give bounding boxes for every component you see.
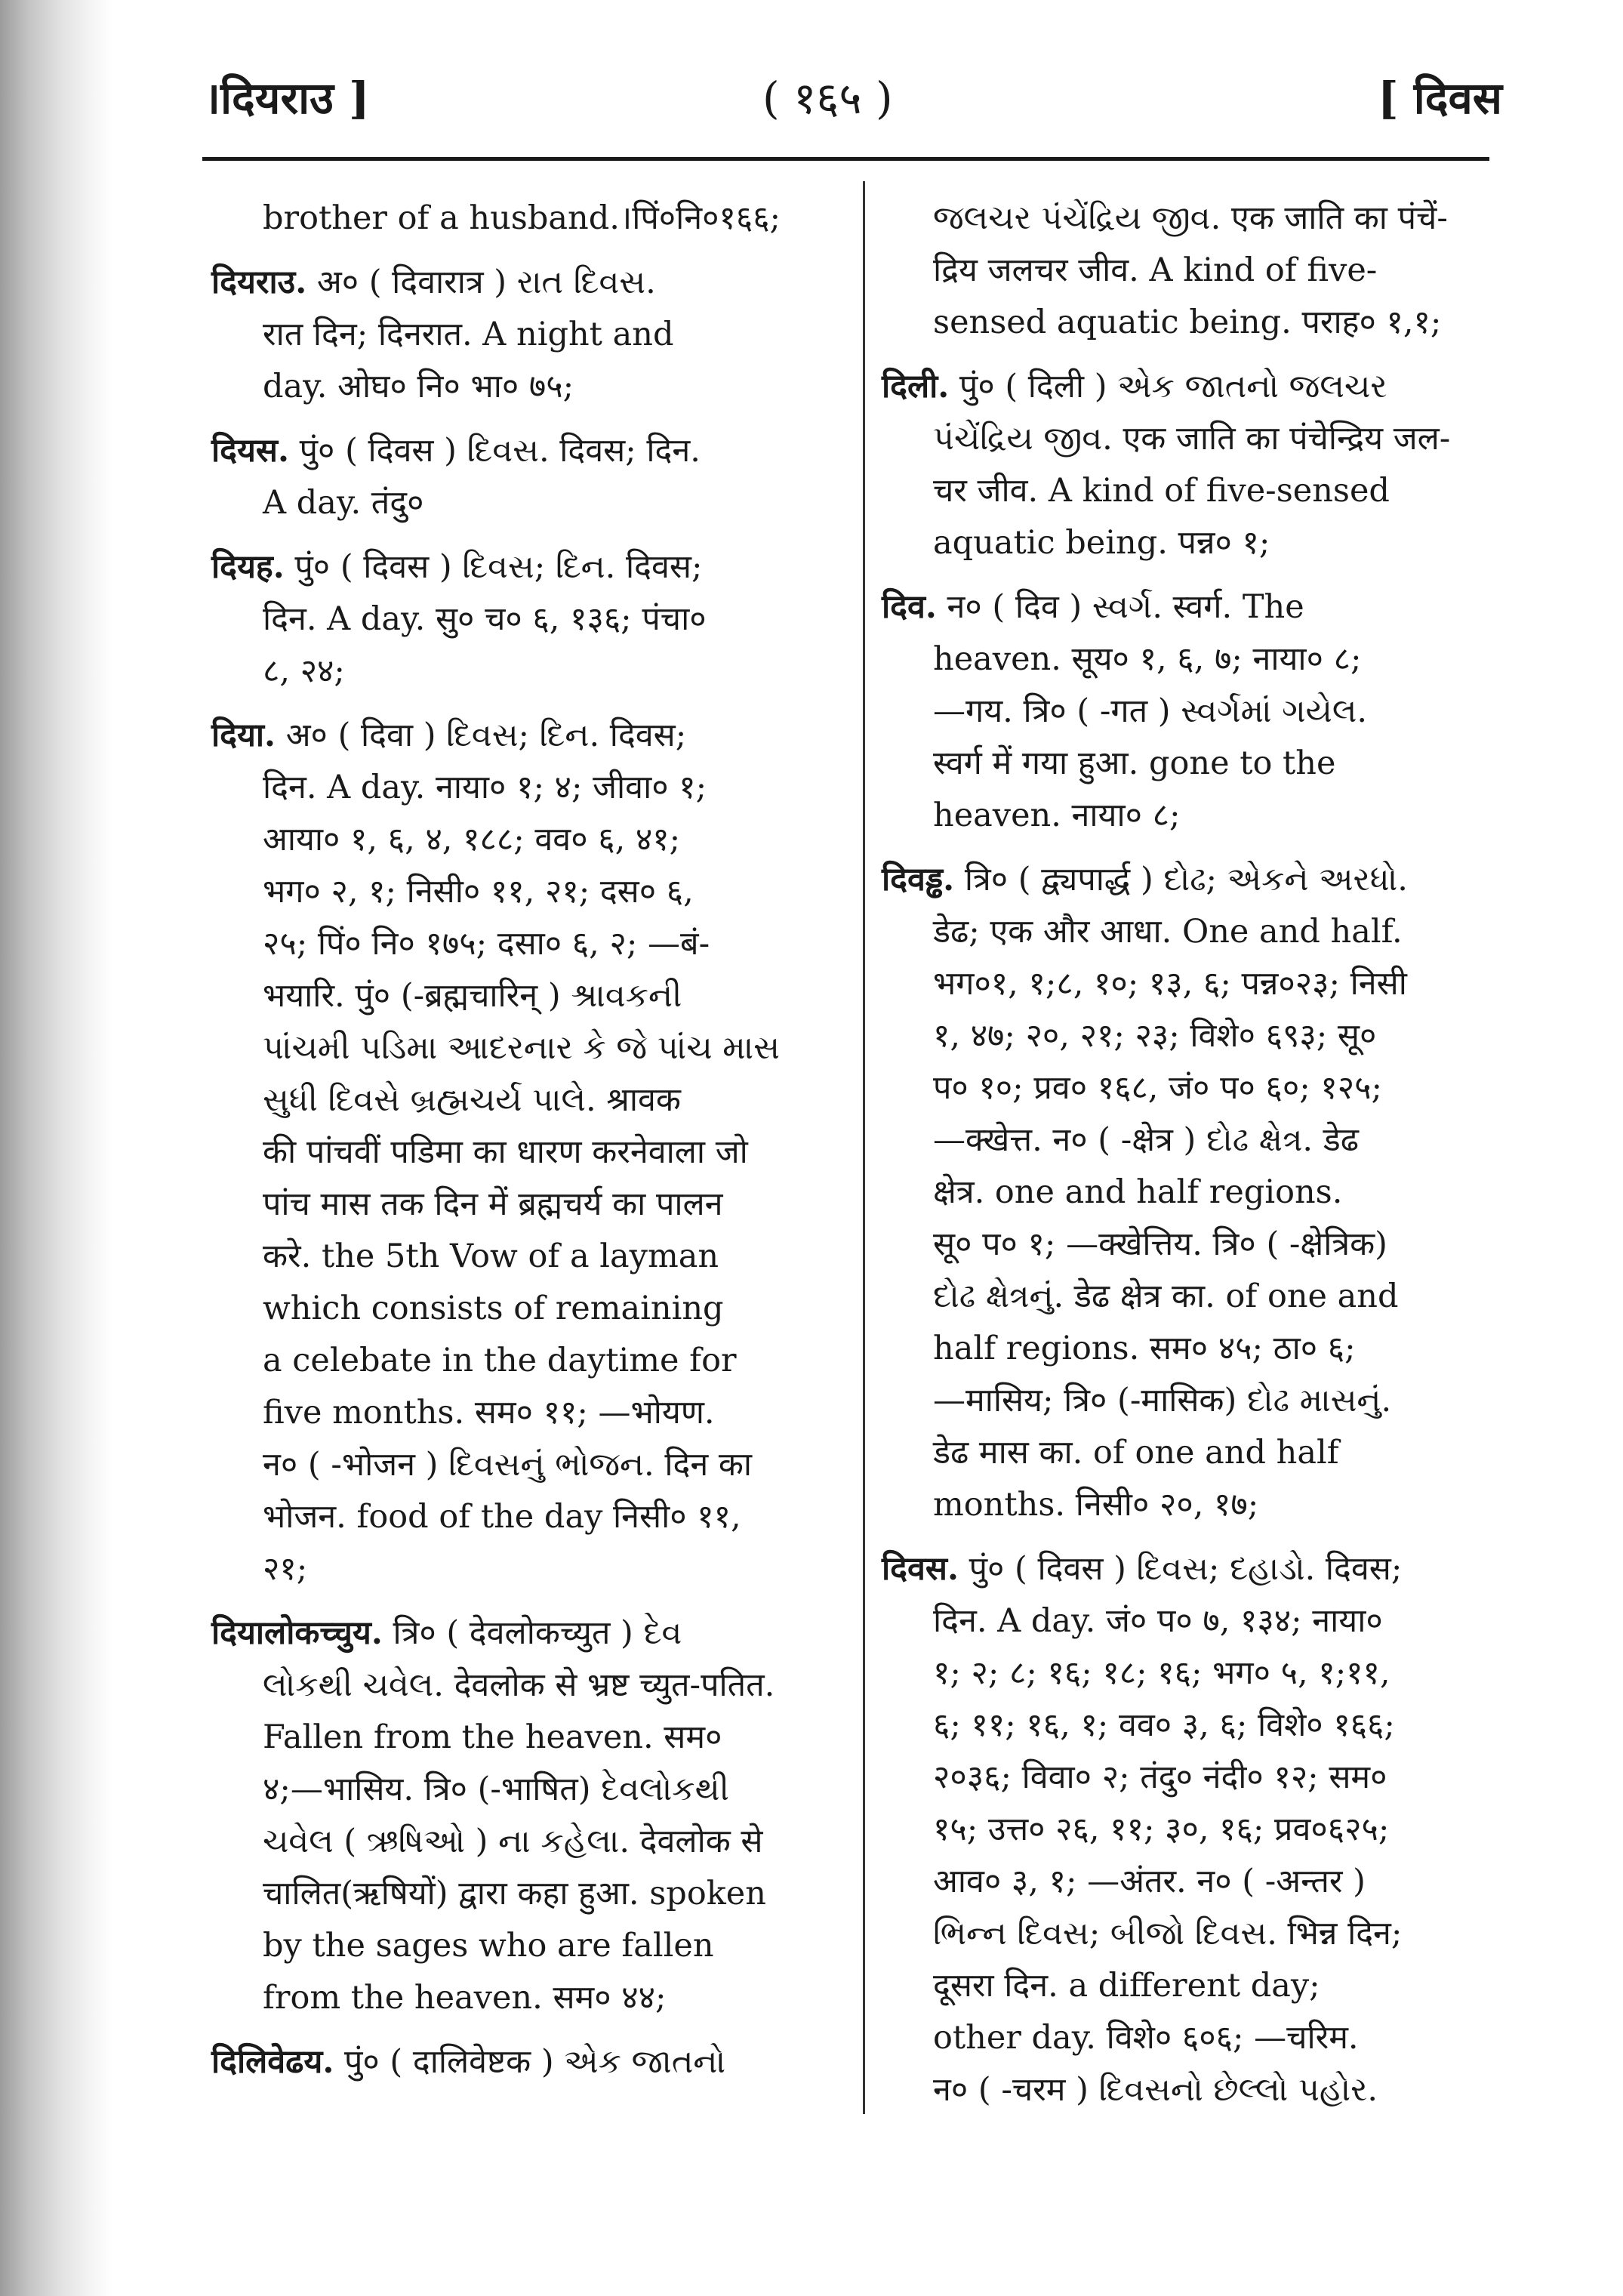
entry-line	[211, 425, 838, 477]
entry-line	[211, 477, 838, 529]
entry-line	[211, 1972, 838, 2024]
entry-text: which consists of remaining	[263, 1290, 724, 1327]
entry-line	[211, 918, 838, 970]
entry-text: heaven. नाया० ८;	[933, 797, 1181, 834]
left-column	[211, 193, 838, 2088]
column-divider	[863, 181, 865, 2114]
entry-line	[211, 1712, 838, 1764]
dictionary-entry	[882, 854, 1497, 1531]
entry-line	[211, 1816, 838, 1868]
entry-text: months. निसी० २०, १७;	[933, 1486, 1259, 1524]
entry-line	[882, 1114, 1497, 1166]
entry-text: अ० ( दिवारात्र ) રાત દિવસ.	[306, 264, 656, 301]
entry-line	[211, 1439, 838, 1491]
entry-line	[882, 517, 1497, 569]
entry-text: Fallen from the heaven. सम०	[263, 1718, 722, 1756]
entry-text: १; २; ८; १६; १८; १६; भग० ५, १;११,	[933, 1654, 1390, 1692]
entry-text: डेढ मास का. of one and half	[933, 1434, 1339, 1472]
entry-text: प० १०; प्रव० १६८, जं० प० ६०; १२५;	[933, 1069, 1382, 1107]
entry-text: સુધી દિવસે બ્રહ્મચર્ય પાલે. श्रावक	[263, 1081, 681, 1119]
entry-line	[882, 193, 1497, 245]
entry-headword: दिवड्ढ.	[882, 861, 955, 898]
entry-line	[882, 297, 1497, 349]
entry-text: त्रि० ( द्व्यपार्द्ध ) દોઢ; એકને અરધો.	[954, 861, 1408, 898]
entry-text: a celebate in the daytime for	[263, 1342, 737, 1379]
entry-text: ८, २४;	[263, 652, 345, 690]
entry-text: भोजन. food of the day निसी० ११,	[263, 1498, 741, 1536]
entry-text: भयारि. पुं० (-ब्रह्मचारिन् ) શ્રાવકની	[263, 977, 682, 1015]
entry-line	[211, 309, 838, 361]
entry-line	[211, 866, 838, 918]
entry-text: आव० ३, १; —अंतर. न० ( -अन्तर )	[933, 1863, 1366, 1900]
entry-line	[882, 958, 1497, 1010]
scanned-page-edge	[0, 0, 113, 2296]
entry-text: sensed aquatic being. पराह० १,१;	[933, 304, 1442, 341]
entry-headword: दिवस.	[882, 1550, 959, 1588]
entry-headword: दियह.	[211, 548, 285, 586]
entry-line	[882, 2012, 1497, 2064]
dictionary-entry	[211, 2036, 838, 2088]
entry-text: पुं० ( दिवस ) દિવસ. दिवस; दिन.	[288, 432, 701, 470]
entry-text: २०३६; विवा० २; तंदु० नंदी० १२; सम०	[933, 1758, 1387, 1796]
entry-headword: दिली.	[882, 368, 950, 405]
entry-text: न० ( -चरम ) દિવસનો છેલ્લો પહોર.	[933, 2071, 1378, 2109]
entry-text: —गय. त्रि० ( -गत ) સ્વર્ગમાં ગયેલ.	[933, 692, 1368, 730]
entry-text: दिन. A day. जं० प० ७, १३४; नाया०	[933, 1602, 1383, 1640]
entry-text: पुं० ( दिली ) એક જાતનો જલચર	[949, 368, 1387, 405]
entry-text: आया० १, ६, ४, १८८; वव० ६, ४१;	[263, 821, 681, 858]
entry-line	[882, 790, 1497, 842]
entry-text: चालित(ऋषियों) द्वारा कहा हुआ. spoken	[263, 1875, 766, 1912]
entry-line	[211, 710, 838, 762]
entry-text: —क्खेत्त. न० ( -क्षेत्र ) દોઢ ક્ષેત્ર. डेढ	[933, 1121, 1359, 1159]
entry-line	[882, 581, 1497, 633]
entry-headword: दियराउ.	[211, 264, 307, 301]
entry-line	[211, 970, 838, 1022]
entry-text: न० ( -भोजन ) દિવસનું ભોજન. दिन का	[263, 1446, 753, 1484]
entry-line	[211, 193, 838, 245]
dictionary-entry	[211, 1607, 838, 2024]
entry-text: २५; पिं० नि० १७५; दसा० ६, २; —बं-	[263, 925, 710, 963]
entry-line	[882, 1427, 1497, 1479]
entry-text: स्वर्ग में गया हुआ. gone to the	[933, 744, 1336, 782]
dictionary-entry	[211, 257, 838, 413]
entry-text: पुं० ( दिवस ) દિવસ; દિન. दिवस;	[284, 548, 703, 586]
header-right-headword: [ दिवस	[1378, 72, 1502, 124]
entry-line	[882, 1543, 1497, 1595]
entry-text: न० ( दिव ) સ્વર્ગ. स्वर्ग. The	[936, 588, 1304, 626]
entry-line	[882, 1647, 1497, 1700]
entry-text: भग० २, १; निसी० ११, २१; दस० ६,	[263, 873, 694, 911]
entry-line	[882, 906, 1497, 958]
entry-line	[211, 814, 838, 866]
entry-line	[882, 2064, 1497, 2116]
entry-line	[211, 1231, 838, 1283]
page-header	[204, 66, 1502, 134]
entry-text: रात दिन; दिनरात. A night and	[263, 316, 674, 353]
entry-line	[882, 1271, 1497, 1323]
dictionary-entry	[211, 193, 838, 245]
dictionary-entry	[882, 361, 1497, 569]
entry-text: heaven. सूय० १, ६, ७; नाया० ८;	[933, 640, 1362, 678]
entry-text: पुं० ( दालिवेष्टक ) એક જાતનો	[334, 2043, 726, 2081]
entry-line	[882, 1804, 1497, 1856]
entry-text: —मासिय; त्रि० (-मासिक) દોઢ માસનું.	[933, 1382, 1392, 1419]
dictionary-entry	[211, 541, 838, 698]
entry-text: सू० प० १; —क्खेत्तिय. त्रि० ( -क्षेत्रिक)	[933, 1225, 1387, 1263]
entry-text: day. ओघ० नि० भा० ७५;	[263, 368, 574, 405]
entry-line	[211, 1920, 838, 1972]
entry-line	[882, 686, 1497, 738]
entry-text: डेढ; एक और आधा. One and half.	[933, 913, 1403, 951]
entry-line	[882, 361, 1497, 413]
entry-text: १, ४७; २०, २१; २३; विशे० ६९३; सू०	[933, 1017, 1377, 1055]
entry-headword: दियस.	[211, 432, 289, 470]
entry-text: की पांचवीं पडिमा का धारण करनेवाला जो	[263, 1133, 748, 1171]
entry-line	[211, 361, 838, 413]
entry-line	[882, 1908, 1497, 1960]
entry-line	[882, 1323, 1497, 1375]
dictionary-entry	[211, 425, 838, 529]
entry-line	[211, 541, 838, 593]
entry-text: ભિન્ન દિવસ; બીજો દિવસ. भिन्न दिन;	[933, 1915, 1403, 1952]
entry-text: A day. तंदु०	[263, 484, 424, 522]
dictionary-entry	[882, 581, 1497, 842]
entry-line	[211, 762, 838, 814]
entry-line	[211, 1022, 838, 1074]
header-left-headword: ।दियराउ ]	[204, 72, 370, 124]
entry-line	[882, 465, 1497, 517]
entry-headword: दियालोकच्चुय.	[211, 1614, 383, 1652]
entry-line	[211, 1764, 838, 1816]
entry-text: १५; उत्त० २६, ११; ३०, १६; प्रव०६२५;	[933, 1811, 1390, 1848]
entry-line	[211, 1074, 838, 1126]
entry-text: ચવેલ ( ઋષિઓ ) ના કહેલા. देवलोक से	[263, 1823, 763, 1860]
entry-text: क्षेत्र. one and half regions.	[933, 1173, 1343, 1211]
entry-text: दिन. A day. नाया० १; ४; जीवा० १;	[263, 769, 707, 806]
entry-line	[882, 1375, 1497, 1427]
entry-line	[211, 1543, 838, 1595]
entry-headword: दिलिवेढय.	[211, 2043, 334, 2081]
entry-text: દોઢ ક્ષેત્રનું. डेढ क्षेत्र का. of one and	[933, 1277, 1399, 1315]
entry-text: ६; ११; १६, १; वव० ३, ६; विशे० १६६;	[933, 1706, 1395, 1744]
entry-line	[211, 1126, 838, 1179]
entry-line	[882, 413, 1497, 465]
right-column	[882, 193, 1497, 2116]
entry-text: પંચેંદ્રિય જીવ. एक जाति का पंचेन्द्रिय जल-	[933, 420, 1451, 458]
entry-line	[211, 1179, 838, 1231]
entry-text: त्रि० ( देवलोकच्युत ) દેવ	[382, 1614, 682, 1652]
entry-line	[211, 1491, 838, 1543]
entry-text: पुं० ( दिवस ) દિવસ; દહાડો. दिवस;	[958, 1550, 1403, 1588]
entry-text: પાંચમી પડિમા આદરનાર કે જે પાંચ માસ	[263, 1029, 780, 1067]
entry-line	[882, 1479, 1497, 1531]
entry-line	[882, 854, 1497, 906]
entry-text: જલચર પંચેંદ્રિય જીવ. एक जाति का पंचें-	[933, 199, 1448, 237]
entry-text: five months. सम० ११; —भोयण.	[263, 1394, 715, 1432]
dictionary-entry	[882, 193, 1497, 349]
entry-headword: दिया.	[211, 717, 276, 754]
entry-line	[882, 1960, 1497, 2012]
page-number: ( १६५ )	[762, 72, 893, 124]
entry-text: half regions. सम० ४५; ठा० ६;	[933, 1330, 1356, 1367]
entry-line	[211, 257, 838, 309]
entry-line	[211, 646, 838, 698]
entry-line	[882, 1856, 1497, 1908]
entry-line	[882, 1062, 1497, 1114]
entry-line	[882, 1752, 1497, 1804]
entry-line	[211, 2036, 838, 2088]
entry-text: લોકથી ચવેલ. देवलोक से भ्रष्ट च्युत-पतित.	[263, 1666, 775, 1704]
entry-line	[211, 1387, 838, 1439]
entry-text: अ० ( दिवा ) દિવસ; દિન. दिवस;	[276, 717, 687, 754]
entry-line	[882, 738, 1497, 790]
entry-line	[882, 245, 1497, 297]
entry-text: aquatic being. पन्न० १;	[933, 524, 1270, 562]
header-rule	[202, 157, 1489, 161]
dictionary-entry	[882, 1543, 1497, 2116]
entry-text: दिन. A day. सु० च० ६, १३६; पंचा०	[263, 600, 707, 638]
entry-line	[882, 633, 1497, 686]
entry-text: २१;	[263, 1550, 308, 1588]
entry-line	[211, 593, 838, 646]
entry-text: चर जीव. A kind of five-sensed	[933, 472, 1390, 510]
entry-line	[211, 1868, 838, 1920]
entry-line	[882, 1010, 1497, 1062]
dictionary-entry	[211, 710, 838, 1595]
entry-line	[882, 1166, 1497, 1219]
entry-text: from the heaven. सम० ४४;	[263, 1979, 667, 2017]
entry-line	[882, 1595, 1497, 1647]
entry-line	[211, 1335, 838, 1387]
entry-text: by the sages who are fallen	[263, 1927, 714, 1965]
entry-text: करे. the 5th Vow of a layman	[263, 1237, 719, 1275]
entry-line	[882, 1700, 1497, 1752]
entry-headword: दिव.	[882, 588, 937, 626]
entry-text: ४;—भासिय. त्रि० (-भाषित) દેવલોકથી	[263, 1771, 729, 1808]
entry-text: other day. विशे० ६०६; —चरिम.	[933, 2019, 1359, 2057]
entry-text: brother of a husband.।पिं०नि०१६६;	[263, 199, 781, 237]
entry-line	[211, 1283, 838, 1335]
entry-text: दूसरा दिन. a different day;	[933, 1967, 1320, 2005]
entry-line	[882, 1219, 1497, 1271]
entry-line	[211, 1660, 838, 1712]
entry-text: पांच मास तक दिन में ब्रह्मचर्य का पालन	[263, 1185, 723, 1223]
entry-text: द्रिय जलचर जीव. A kind of five-	[933, 251, 1378, 289]
entry-line	[211, 1607, 838, 1660]
entry-text: भग०१, १;८, १०; १३, ६; पन्न०२३; निसी	[933, 965, 1407, 1003]
